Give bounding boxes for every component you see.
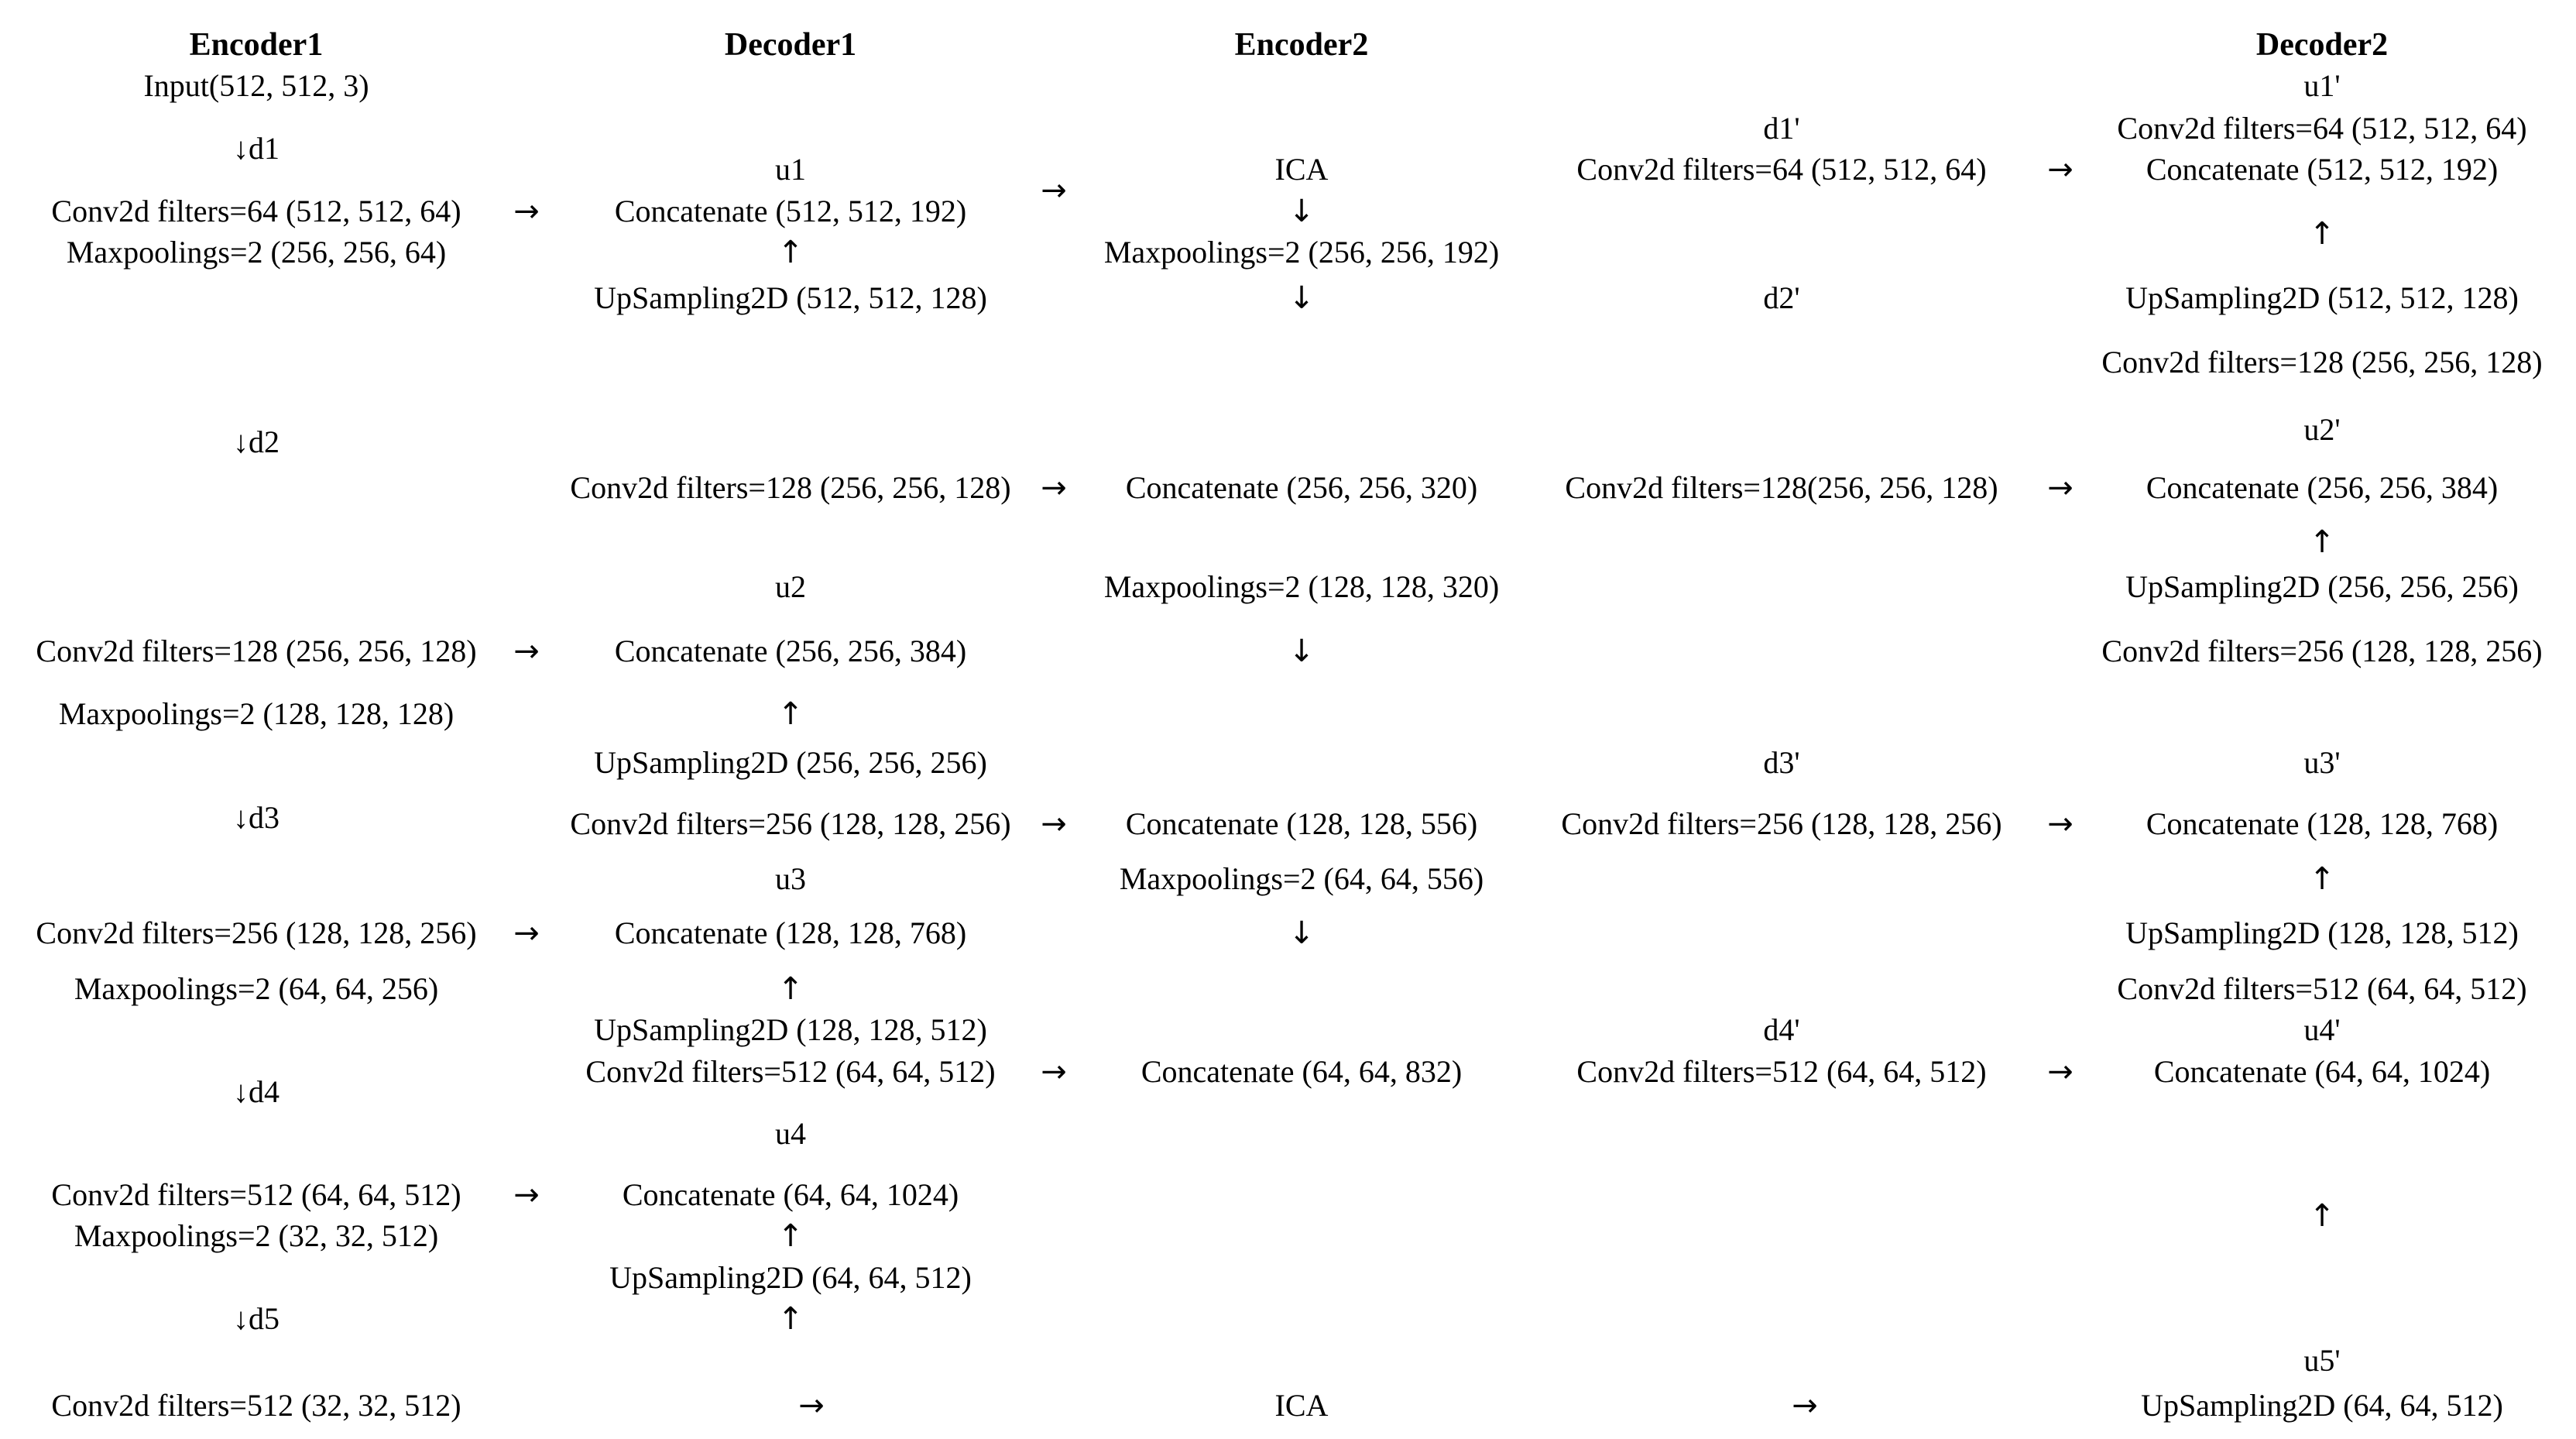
header-encoder2: Encoder2 [1234,27,1369,63]
decoder1-u1: u1 [775,152,806,187]
decoder1-arrow-up1: ↑ [777,235,804,270]
encoder1-d3: ↓d3 [233,800,280,835]
decoder1-concat3: Concatenate (128, 128, 768) [614,915,967,950]
arrow-right-d1-e2-row2: → [1041,470,1067,506]
arrow-right-e1-d1-row3: → [513,915,540,951]
decoder2-concat2: Concatenate (256, 256, 384) [2146,470,2499,505]
encoder1-d1: ↓d1 [233,131,280,166]
decoder2-u5p: u5' [2303,1343,2341,1378]
decoder1-arrow-up3: ↑ [777,971,804,1007]
decoder1-up3: UpSampling2D (128, 128, 512) [594,1012,987,1047]
header-decoder2: Decoder2 [2255,27,2389,63]
encoder2-ica2: ICA [1274,1388,1329,1423]
arrow-right-e2-d2-row4: → [2047,1054,2073,1090]
decoder2-conv1: Conv2d filters=64 (512, 512, 64) [2117,111,2527,146]
decoder2-up2: UpSampling2D (256, 256, 256) [2125,569,2519,604]
encoder1-conv5: Conv2d filters=512 (32, 32, 512) [51,1388,461,1423]
arrow-right-e1-d1-row4: → [513,1177,540,1213]
decoder1-concat1: Concatenate (512, 512, 192) [614,194,967,228]
encoder1-d4: ↓d4 [233,1074,280,1109]
decoder1-concat4: Concatenate (64, 64, 1024) [622,1177,959,1212]
encoder2-concat2: Concatenate (256, 256, 320) [1125,470,1478,505]
encoder2-pool3: Maxpoolings=2 (64, 64, 556) [1119,861,1484,896]
arrow-right-e2-d2-row3: → [2047,806,2073,842]
decoder1-arrow-up5: ↑ [777,1301,804,1337]
decoder2-conv2: Conv2d filters=128 (256, 256, 128) [2101,345,2543,379]
decoder2-u4p: u4' [2303,1012,2341,1047]
decoder2-concat3: Concatenate (128, 128, 768) [2146,806,2499,841]
decoder1-arrow-up2: ↑ [777,696,804,732]
encoder2-d1p: d1' [1763,111,1800,146]
encoder1-pool4: Maxpoolings=2 (32, 32, 512) [74,1218,439,1253]
encoder1-conv3: Conv2d filters=256 (128, 128, 256) [36,915,477,950]
encoder2-d4p: d4' [1763,1012,1800,1047]
decoder2-concat1: Concatenate (512, 512, 192) [2146,152,2499,187]
decoder1-u2: u2 [775,569,806,604]
decoder2-up3: UpSampling2D (128, 128, 512) [2125,915,2519,950]
encoder2-right-conv2: Conv2d filters=128(256, 256, 128) [1565,470,1998,505]
header-decoder1: Decoder1 [724,27,857,63]
encoder2-ica1: ICA [1274,152,1329,187]
encoder2-arrow-down1: ↓ [1288,194,1315,229]
arrow-right-e2-d2-row2: → [2047,470,2073,506]
encoder2-concat4: Concatenate (64, 64, 832) [1141,1054,1463,1089]
decoder2-u2p: u2' [2303,412,2341,447]
arrow-right-e1-d1-row2: → [513,634,540,669]
decoder1-up2: UpSampling2D (256, 256, 256) [594,745,987,780]
encoder2-arrow-down4: ↓ [1288,915,1315,951]
decoder1-conv2: Conv2d filters=128 (256, 256, 128) [570,470,1011,505]
decoder2-arrow-up4: ↑ [2309,1198,2335,1234]
header-encoder1: Encoder1 [189,27,324,63]
decoder1-up1: UpSampling2D (512, 512, 128) [594,280,987,315]
arrow-right-e2-d2-row1: → [2047,152,2073,187]
decoder1-arrow-up4: ↑ [777,1218,804,1254]
encoder2-right-conv1: Conv2d filters=64 (512, 512, 64) [1576,152,1987,187]
decoder2-up5: UpSampling2D (64, 64, 512) [2141,1388,2503,1423]
decoder2-u1p: u1' [2303,68,2341,103]
encoder1-conv1: Conv2d filters=64 (512, 512, 64) [51,194,461,228]
encoder1-pool3: Maxpoolings=2 (64, 64, 256) [74,971,439,1006]
arrow-right-d1-e2-row4: → [1041,1054,1067,1090]
encoder1-conv2: Conv2d filters=128 (256, 256, 128) [36,634,477,668]
encoder2-d2p: d2' [1763,280,1800,315]
arrow-right-d1-e2-row1: → [1041,173,1067,208]
encoder1-pool2: Maxpoolings=2 (128, 128, 128) [58,696,454,731]
decoder1-conv4: Conv2d filters=512 (64, 64, 512) [585,1054,996,1089]
arrow-right-bottom-row-b: → [1792,1388,1818,1424]
decoder2-conv4: Conv2d filters=512 (64, 64, 512) [2117,971,2527,1006]
encoder1-conv4: Conv2d filters=512 (64, 64, 512) [51,1177,461,1212]
decoder2-arrow-up1: ↑ [2309,216,2335,252]
decoder1-up4: UpSampling2D (64, 64, 512) [609,1260,972,1295]
encoder2-right-conv4: Conv2d filters=512 (64, 64, 512) [1576,1054,1987,1089]
decoder2-arrow-up3: ↑ [2309,861,2335,897]
encoder2-right-conv3: Conv2d filters=256 (128, 128, 256) [1561,806,2002,841]
decoder2-u3p: u3' [2303,745,2341,780]
encoder1-d5: ↓d5 [233,1301,280,1336]
arrow-right-bottom-row-a: → [798,1388,825,1424]
encoder2-arrow-down2: ↓ [1288,280,1315,316]
decoder2-arrow-up2: ↑ [2309,524,2335,560]
encoder2-pool1: Maxpoolings=2 (256, 256, 192) [1103,235,1500,270]
decoder2-concat4: Concatenate (64, 64, 1024) [2153,1054,2491,1089]
encoder1-d2: ↓d2 [233,424,280,459]
decoder2-conv3: Conv2d filters=256 (128, 128, 256) [2101,634,2543,668]
encoder2-arrow-down3: ↓ [1288,634,1315,669]
arrow-right-e1-d1-row1: → [513,194,540,229]
decoder1-u4: u4 [775,1116,806,1151]
encoder2-pool2: Maxpoolings=2 (128, 128, 320) [1103,569,1500,604]
decoder1-u3: u3 [775,861,806,896]
decoder1-concat2: Concatenate (256, 256, 384) [614,634,967,668]
encoder1-pool1: Maxpoolings=2 (256, 256, 64) [66,235,447,270]
encoder2-concat3: Concatenate (128, 128, 556) [1125,806,1478,841]
encoder1-input: Input(512, 512, 3) [143,68,369,103]
decoder1-conv3: Conv2d filters=256 (128, 128, 256) [570,806,1011,841]
encoder2-d3p: d3' [1763,745,1800,780]
decoder2-up1: UpSampling2D (512, 512, 128) [2125,280,2519,315]
arrow-right-d1-e2-row3: → [1041,806,1067,842]
